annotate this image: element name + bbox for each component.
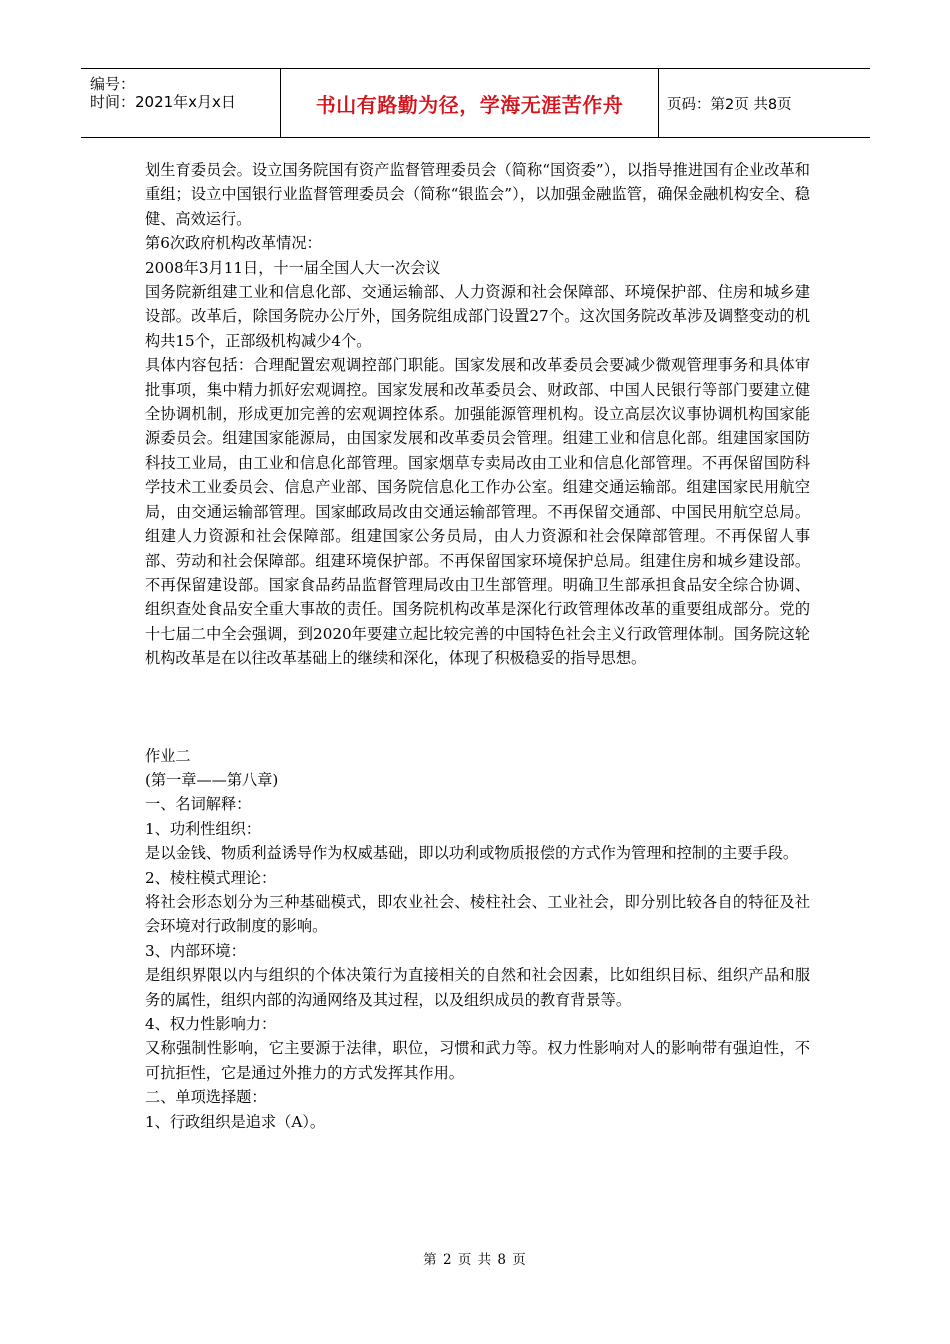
paragraph: 划生育委员会。设立国务院国有资产监督管理委员会（简称“国资委”），以指导推进国有企业改革和重组；设立中国银行业监督管理委员会（简称“银监会”），以加强金融监管，确保金融机构安全、稳健、高效运行。 <box>145 161 810 228</box>
term-heading: 4、权力性影响力： <box>145 1015 277 1033</box>
paragraph: (第一章——第八章) <box>145 770 279 789</box>
document-body <box>145 158 810 1134</box>
paragraph: 2008年3月11日，十一届全国人大一次会议 <box>145 258 441 277</box>
term-heading: 2、棱柱模式理论： <box>145 868 277 887</box>
document-date: 时间：2021年x月x日 <box>90 93 236 111</box>
term-definition: 又称强制性影响，它主要源于法律，职位，习惯和武力等。权力性影响对人的影响带有强迫性，不可抗拒性，它是通过外推力的方式发挥其作用。 <box>145 1039 810 1082</box>
page-header <box>81 68 870 138</box>
heading: 二、单项选择题： <box>145 1088 267 1107</box>
term-heading: 1、功利性组织： <box>145 819 261 838</box>
header-motto: 书山有路勤为径，学海无涯苦作舟 <box>315 92 624 117</box>
header-motto-cell <box>281 69 659 137</box>
term-definition: 将社会形态划分为三种基础模式，即农业社会、棱柱社会、工业社会，即分别比较各自的特征及社会环境对行政制度的影响。 <box>145 892 810 936</box>
header-page-cell <box>659 69 870 137</box>
term-definition: 是以金钱、物质利益诱导作为权威基础，即以功利或物质报偿的方式作为管理和控制的主要手段。 <box>145 844 799 863</box>
header-meta-cell <box>81 69 281 137</box>
heading: 一、名词解释： <box>145 795 252 814</box>
header-page-info: 页码：第2页 共8页 <box>667 96 792 113</box>
question: 1、行政组织是追求（A）。 <box>145 1112 326 1131</box>
paragraph: 具体内容包括：合理配置宏观调控部门职能。国家发展和改革委员会要减少微观管理事务和具体审批事项，集中精力抓好宏观调控。国家发展和改革委员会、财政部、中国人民银行等部门要建立健全协调机制，形成更加完善的宏观调控体系。加强能源管理机构。设立高层次议事协调机构国家能源委员会。组建国家能源局，由国家发展和改革委员会管理。组建工业和信息化部。组建国家国防科技工业局，由工业和信息化部管理。国家烟草专卖局改由工业和信息化部管理。不再保留国防科学技术工业委员会、信息产业部、国务院信息化工作办公室。组建交通运输部。组建国家民用航空局，由交通运输部管理。国家邮政局改由交通运输部管理。不再保留交通部、中国民用航空总局。组建人力资源和社会保障部。组建国家公务员局，由人力资源和社会保障部管理。不再保留人事部、劳动和社会保障部。组建环境保护部。不再保留国家环境保护总局。组建住房和城乡建设部。不再保留建设部。国家食品药品监督管理局改由卫生部管理。明确卫生部承担食品安全综合协调、组织查处食品安全重大事故的责任。国务院机构改革是深化行政管理体改革的重要组成部分。党的十七届二中全会强调，到2020年要建立起比较完善的中国特色社会主义行政管理体制。国务院这轮机构改革是在以往改革基础上的继续和深化，体现了积极稳妥的指导思想。 <box>145 356 810 668</box>
page-footer: 第 2 页 共 8 页 <box>423 1252 527 1268</box>
paragraph: 第6次政府机构改革情况： <box>145 234 322 253</box>
document-number-label: 编号： <box>90 75 136 93</box>
paragraph: 国务院新组建工业和信息化部、交通运输部、人力资源和社会保障部、环境保护部、住房和城乡建设部。改革后，除国务院办公厅外，国务院组成部门设置27个。这次国务院改革涉及调整变动的机构共15个，正部级机构减少4个。 <box>145 283 810 350</box>
term-definition: 是组织界限以内与组织的个体决策行为直接相关的自然和社会因素，比如组织目标、组织产品和服务的属性，组织内部的沟通网络及其过程，以及组织成员的教育背景等。 <box>145 966 810 1009</box>
term-heading: 3、内部环境： <box>145 941 246 960</box>
section-gap <box>145 671 810 744</box>
section-title: 作业二 <box>145 746 191 765</box>
